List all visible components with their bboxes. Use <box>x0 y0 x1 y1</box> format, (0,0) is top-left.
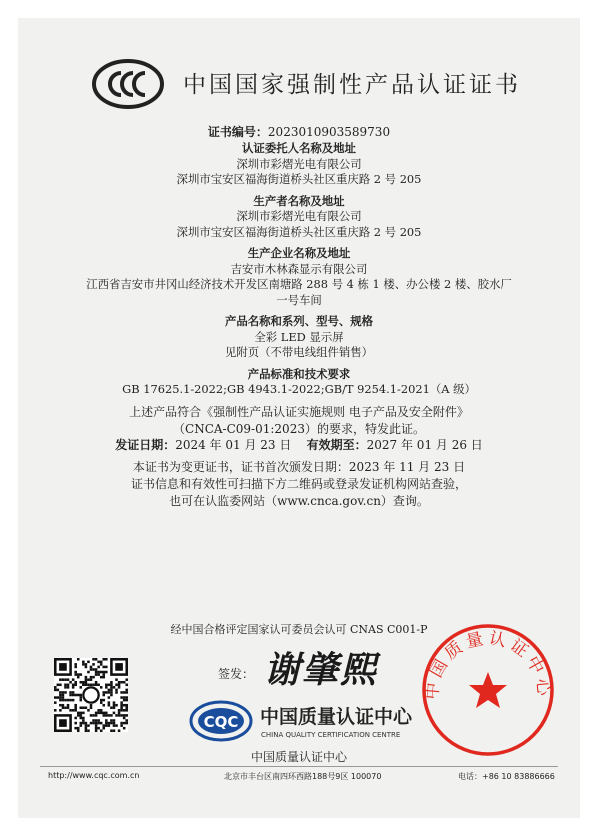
issue-date: 2024 年 01 月 23 日 <box>175 437 292 452</box>
official-seal <box>420 622 556 758</box>
footer-divider <box>40 766 558 767</box>
issue-date-label: 发证日期： <box>115 437 176 452</box>
note-line: 证书信息和有效性可扫描下方二维码或登录发证机构网站查验， <box>130 477 467 491</box>
section-line: 全彩 LED 显示屏 <box>254 329 344 344</box>
issuer-name: 中国质量认证中心 <box>250 750 347 764</box>
note-line: 本证书为变更证书，证书首次颁发日期：2023 年 11 月 23 日 <box>132 460 466 474</box>
section-heading: 产品名称和系列、型号、规格 <box>224 314 374 328</box>
section-line: 深圳市宝安区福海街道桥头社区重庆路 2 号 205 <box>176 224 422 239</box>
note-line: 也可在认监委网站（www.cnca.gov.cn）查询。 <box>169 494 429 508</box>
section-heading: 产品标准和技术要求 <box>247 366 351 381</box>
dates-row <box>18 438 580 454</box>
section-line: 一号车间 <box>276 292 322 307</box>
signature-text: 谢肇熙 <box>264 649 379 691</box>
section-heading: 生产者名称及地址 <box>253 193 345 208</box>
certificate-number: 2023010903589730 <box>267 125 391 139</box>
section-line: 深圳市彩熠光电有限公司 <box>236 156 362 171</box>
section-line: 深圳市宝安区福海街道桥头社区重庆路 2 号 205 <box>176 172 422 186</box>
signature <box>260 642 382 694</box>
seal-star-icon <box>469 672 507 708</box>
statement-line: 上述产品符合《强制性产品认证实施规则 电子产品及安全附件》 <box>129 404 469 419</box>
signature-label: 签发： <box>218 667 255 681</box>
valid-until-label: 有效期至： <box>306 437 367 452</box>
section-line: 见附页（不带电线组件销售） <box>224 345 374 359</box>
section-line: 江西省吉安市井冈山经济技术开发区南塘路 288 号 4 栋 1 楼、办公楼 2 楼、胶水厂 <box>86 277 512 291</box>
certificate-number-label: 证书编号： <box>207 125 268 139</box>
certificate-number-row <box>18 124 580 141</box>
statement-line: （CNCA-C09-01:2023）的要求，特发此证。 <box>173 421 425 436</box>
footer-website[interactable]: http://www.cqc.com.cn <box>48 771 140 780</box>
accreditation-text: 经中国合格评定国家认可委员会认可 CNAS C001-P <box>170 623 428 636</box>
cqc-logo <box>188 698 450 744</box>
section-line: 深圳市彩熠光电有限公司 <box>236 209 362 223</box>
footer-phone: 电话：+86 10 83886666 <box>458 772 555 781</box>
valid-until-date: 2027 年 01 月 26 日 <box>366 437 483 452</box>
ccc-mark-icon <box>91 58 165 110</box>
qr-code[interactable] <box>54 658 128 732</box>
section-heading: 认证委托人名称及地址 <box>242 141 356 155</box>
cqc-name-en: CHINA QUALITY CERTIFICATION CENTRE <box>261 731 401 739</box>
certificate-header <box>18 54 580 116</box>
certificate-page <box>18 18 580 818</box>
cqc-logo-text: CQC <box>203 713 239 731</box>
footer-address: 北京市丰台区南四环西路188号9区 100070 <box>224 772 382 781</box>
section-line: 吉安市木林森显示有限公司 <box>230 261 368 276</box>
certificate-body <box>18 124 580 510</box>
section-line: GB 17625.1-2022;GB 4943.1-2022;GB/T 9254.1-2021（A 级） <box>122 382 476 396</box>
section-heading: 生产企业名称及地址 <box>247 246 351 260</box>
svg-text:中国质量认证中心: 中国质量认证中心 <box>422 628 554 701</box>
certificate-title: 中国国家强制性产品认证证书 <box>183 72 521 98</box>
cqc-name-cn: 中国质量认证中心 <box>260 706 413 728</box>
